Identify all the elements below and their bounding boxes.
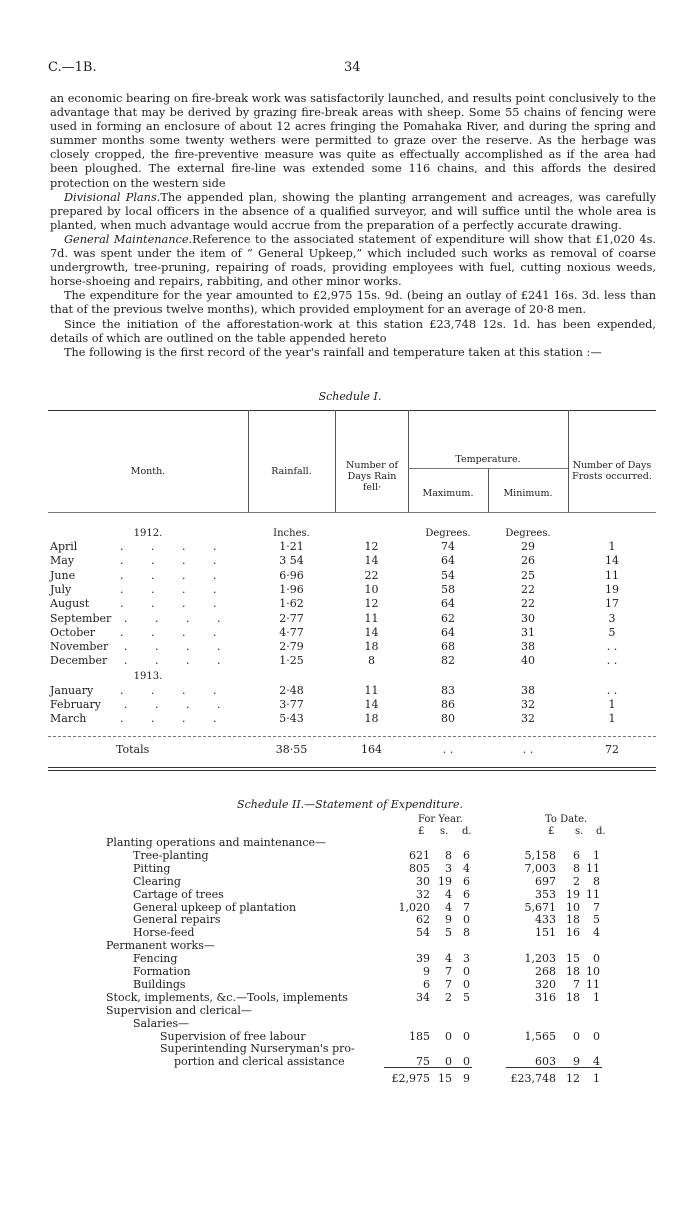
min-temp-cell: 25	[521, 568, 535, 582]
min-temp-cell: 31	[521, 625, 535, 639]
frost-days-cell: 17	[605, 597, 619, 611]
unit-label: Inches.	[273, 528, 310, 539]
expenditure-item: portion and clerical assistance	[174, 1055, 345, 1069]
year-shillings: 7	[445, 965, 452, 978]
date-pence: 8	[593, 874, 600, 888]
date-pounds: 1,203	[524, 952, 556, 966]
leader-dots: . . . .	[120, 568, 229, 582]
max-temp-cell: 54	[441, 568, 455, 582]
date-pounds: 5,158	[524, 848, 556, 862]
month-cell: March	[50, 712, 87, 726]
paragraph-heading: General Maintenance.	[64, 232, 193, 246]
total-date-shillings: 12	[566, 1072, 580, 1086]
schedule2-caption: Schedule II.—Statement of Expenditure.	[237, 798, 463, 811]
leader-dots: . . . .	[124, 611, 233, 625]
year-pounds: 30	[416, 874, 430, 888]
rainfall-cell: 1·25	[279, 654, 304, 668]
date-pence: 4	[593, 926, 600, 940]
table-rule	[48, 767, 656, 768]
frost-days-cell: 14	[605, 554, 619, 568]
min-temp-cell: 32	[521, 698, 535, 711]
year-pounds: 39	[416, 952, 430, 966]
month-cell: October	[50, 625, 96, 639]
date-shillings: 16	[566, 926, 580, 940]
rainfall-cell: 2·77	[279, 611, 304, 625]
total-rule	[506, 1067, 602, 1068]
min-temp-cell: 22	[521, 582, 535, 596]
rainfall-cell: 1·21	[279, 540, 304, 553]
expenditure-item: Permanent works—	[106, 939, 215, 953]
year-label: 1912.	[133, 528, 163, 539]
leader-dots: . . . .	[120, 712, 229, 726]
date-pence: 11	[586, 977, 600, 991]
to-date-header: To Date.	[545, 814, 588, 825]
lsd-header: d.	[596, 826, 606, 837]
year-pounds: 1,020	[398, 900, 430, 914]
year-pounds: 62	[416, 913, 430, 927]
year-pence: 6	[463, 887, 470, 901]
max-temp-cell: 62	[441, 611, 455, 625]
leader-dots: . . . .	[120, 683, 229, 697]
totals-label: Totals	[116, 743, 150, 756]
page-number: 34	[344, 60, 361, 75]
days-rain-cell: 18	[364, 640, 379, 654]
totals-max: . .	[442, 743, 454, 756]
total-year-pence: 9	[463, 1072, 470, 1086]
days-rain-cell: 12	[364, 597, 379, 611]
year-pence: 0	[463, 1055, 470, 1069]
unit-label: Degrees.	[505, 528, 551, 539]
table-rule	[48, 736, 656, 737]
date-pence: 1	[593, 848, 600, 862]
date-pence: 0	[593, 1029, 600, 1043]
expenditure-item: Horse-feed	[133, 926, 195, 940]
leader-dots: . . . .	[120, 625, 229, 639]
date-pounds: 5,671	[524, 900, 556, 914]
total-rule	[384, 1067, 472, 1068]
max-header: Maximum.	[422, 488, 474, 499]
date-pounds: 151	[535, 926, 556, 940]
min-temp-cell: 30	[521, 611, 535, 625]
date-pence: 5	[593, 913, 600, 927]
temperature-header: Temperature.	[455, 454, 521, 465]
max-temp-cell: 74	[441, 540, 455, 553]
rainfall-cell: 1·96	[279, 582, 304, 596]
frost-days-cell: . .	[606, 683, 618, 697]
schedule1-table	[48, 410, 656, 775]
table-row	[48, 640, 656, 654]
paragraph-heading: Divisional Plans.	[64, 190, 161, 204]
paragraph-text: The appended plan, showing the planting arrangement and acreages, was carefully prepared by local officers in the absence of a qualified surveyor, and will suffice until the whole area is planted, when much advantage would accrue from the preparation of a perfectly accurate drawing.	[50, 190, 656, 232]
lsd-header: d.	[462, 826, 472, 837]
max-temp-cell: 83	[441, 683, 455, 697]
year-label: 1913.	[133, 671, 163, 682]
paragraph: an economic bearing on fire-break work was satisfactorily launched, and results point conclusively to the advantage that may be derived by grazing fire-break areas with sheep. Some 55 chains of fencing were used in forming an enclosure of about 12 acres fringing the Pomahaka River, and during the spring and summer months some twenty wethers were permitted to graze over the reserve. As the herbage was closely cropped, the fire-preventive measure was quite as effectually accomplished as if the area had been ploughed. The external fire-line was extended some 116 chains, and this affords the desired protection on the western side	[50, 92, 656, 190]
table-row	[48, 654, 656, 668]
year-shillings: 3	[445, 861, 452, 875]
report-code: C.—1B.	[48, 60, 97, 75]
expenditure-item: Fencing	[133, 952, 178, 966]
expenditure-item: Stock, implements, &c.—Tools, implements	[106, 990, 348, 1004]
max-temp-cell: 64	[441, 554, 455, 568]
year-pounds: 34	[416, 990, 430, 1004]
rainfall-cell: 3 54	[279, 554, 304, 568]
min-temp-cell: 38	[521, 683, 535, 697]
expenditure-item: Supervision of free labour	[160, 1029, 306, 1043]
frost-days-cell: 5	[608, 625, 616, 639]
date-pounds: 433	[535, 913, 556, 927]
date-pence: 4	[593, 1055, 600, 1069]
table-row	[48, 684, 656, 698]
year-pence: 0	[463, 1029, 470, 1043]
lsd-header: £	[418, 826, 425, 837]
expenditure-item: Superintending Nurseryman's pro-	[160, 1042, 355, 1056]
month-cell: January	[50, 683, 94, 697]
paragraph	[50, 191, 656, 233]
days-rain-cell: 8	[368, 654, 375, 668]
days-rain-cell: 22	[364, 568, 379, 582]
month-header: Month.	[130, 466, 166, 477]
month-cell: May	[50, 554, 75, 568]
table-row	[48, 698, 656, 712]
leader-dots: . . . .	[124, 640, 233, 654]
rainfall-cell: 3·77	[279, 698, 304, 711]
min-temp-cell: 29	[521, 540, 535, 553]
table-row	[48, 612, 656, 626]
leader-dots: . . . .	[120, 554, 229, 568]
expenditure-item: Buildings	[133, 977, 186, 991]
year-pence: 4	[463, 861, 470, 875]
max-temp-cell: 68	[441, 640, 455, 654]
lsd-header: s.	[575, 826, 584, 837]
expenditure-item: Tree-planting	[133, 848, 209, 862]
leader-dots: . . . .	[120, 582, 229, 596]
max-temp-cell: 80	[441, 712, 455, 726]
expenditure-item: Cartage of trees	[133, 887, 224, 901]
days-rain-cell: 18	[364, 712, 379, 726]
date-pence: 7	[593, 900, 600, 914]
paragraph: The following is the first record of the year's rainfall and temperature taken at this station :—	[64, 345, 602, 359]
date-pence: 10	[586, 965, 600, 978]
frost-days-cell: 19	[605, 582, 619, 596]
total-year-pounds: £2,975	[391, 1072, 430, 1086]
table-row	[48, 583, 656, 597]
expenditure-item: General repairs	[133, 913, 221, 927]
max-temp-cell: 86	[441, 698, 455, 711]
frost-days-cell: 1	[608, 698, 616, 711]
body-text	[50, 92, 656, 360]
year-shillings: 4	[445, 952, 452, 966]
date-shillings: 7	[573, 977, 580, 991]
page-header	[0, 60, 700, 76]
rainfall-cell: 4·77	[279, 625, 304, 639]
frosts-header: Number of Days Frosts occurred.	[572, 460, 652, 482]
month-cell: September	[50, 611, 112, 625]
date-shillings: 2	[573, 874, 580, 888]
leader-dots: . . . .	[124, 698, 233, 711]
year-pence: 0	[463, 965, 470, 978]
expenditure-item: Salaries—	[133, 1016, 190, 1030]
table-row	[48, 626, 656, 640]
date-shillings: 18	[566, 990, 580, 1004]
table-rule	[48, 512, 656, 513]
min-temp-cell: 32	[521, 712, 535, 726]
date-shillings: 8	[573, 861, 580, 875]
date-pence: 11	[586, 861, 600, 875]
totals-min: . .	[522, 743, 534, 756]
date-pounds: 320	[535, 977, 556, 991]
year-shillings: 4	[445, 887, 452, 901]
year-shillings: 2	[445, 990, 452, 1004]
month-cell: November	[50, 640, 109, 654]
expenditure-item: Supervision and clerical—	[106, 1003, 252, 1017]
table-row	[48, 712, 656, 726]
year-pounds: 185	[409, 1029, 430, 1043]
date-pence: 0	[593, 952, 600, 966]
table-row	[48, 540, 656, 554]
date-pounds: 603	[535, 1055, 556, 1069]
table-rule	[48, 770, 656, 771]
year-shillings: 5	[445, 926, 452, 940]
totals-frosts: 72	[605, 743, 619, 756]
min-temp-cell: 22	[521, 597, 535, 611]
year-pence: 3	[463, 952, 470, 966]
month-cell: June	[50, 568, 76, 582]
days-rain-cell: 10	[364, 582, 379, 596]
leader-dots: . . . .	[120, 597, 229, 611]
rainfall-cell: 2·79	[279, 640, 304, 654]
max-temp-cell: 64	[441, 597, 455, 611]
year-pounds: 32	[416, 887, 430, 901]
date-pounds: 697	[535, 874, 556, 888]
table-row	[48, 569, 656, 583]
total-date-pounds: £23,748	[510, 1072, 556, 1086]
year-shillings: 0	[445, 1029, 452, 1043]
rainfall-cell: 5·43	[279, 712, 304, 726]
frost-days-cell: . .	[606, 654, 618, 668]
unit-label: Degrees.	[425, 528, 471, 539]
frost-days-cell: 11	[605, 568, 619, 582]
paragraph-text: Reference to the associated statement of expenditure will show that £1,020 4s. 7d. was spent under the item of “ General Upkeep,” which included such works as removal of coarse undergrowth, tree-pruning, repairing of roads, providing employees with fuel, cutting noxious weeds, horse-shoeing and repairs, rabbiting, and other minor works.	[50, 232, 656, 289]
total-year-shillings: 15	[438, 1072, 452, 1086]
year-pounds: 6	[423, 977, 430, 991]
lsd-header: s.	[440, 826, 449, 837]
rainfall-cell: 2·48	[279, 683, 304, 697]
date-shillings: 0	[573, 1029, 580, 1043]
month-cell: August	[50, 597, 90, 611]
month-cell: December	[50, 654, 108, 668]
expenditure-item: General upkeep of plantation	[133, 900, 297, 914]
table-row	[48, 597, 656, 611]
days-rain-cell: 14	[364, 554, 379, 568]
date-shillings: 19	[566, 887, 580, 901]
expenditure-item: Pitting	[133, 861, 171, 875]
year-pence: 6	[463, 874, 470, 888]
table-rule	[48, 410, 656, 411]
table-rule	[408, 468, 568, 469]
date-pounds: 7,003	[524, 861, 556, 875]
year-pounds: 54	[416, 926, 430, 940]
paragraph	[50, 233, 656, 289]
min-header: Minimum.	[503, 488, 553, 499]
expenditure-item: Planting operations and maintenance—	[106, 836, 326, 849]
year-pounds: 805	[409, 861, 430, 875]
paragraph: Since the initiation of the afforestation-work at this station £23,748 12s. 1d. has been expended, details of which are outlined on the table appended hereto	[50, 317, 656, 345]
year-pence: 0	[463, 977, 470, 991]
date-pence: 1	[593, 990, 600, 1004]
date-shillings: 6	[573, 848, 580, 862]
frost-days-cell: . .	[606, 640, 618, 654]
date-shillings: 10	[566, 900, 580, 914]
year-shillings: 8	[445, 848, 452, 862]
days-rain-cell: 11	[364, 611, 379, 625]
month-cell: July	[50, 582, 72, 596]
lsd-header: £	[548, 826, 555, 837]
min-temp-cell: 40	[521, 654, 535, 668]
rainfall-cell: 1·62	[279, 597, 304, 611]
table-row	[48, 554, 656, 568]
date-pounds: 316	[535, 990, 556, 1004]
column-rule	[248, 410, 249, 512]
totals-rainfall: 38·55	[275, 743, 308, 756]
schedule1-caption: Schedule I.	[318, 390, 382, 403]
date-pence: 11	[586, 887, 600, 901]
total-date-pence: 1	[593, 1072, 600, 1086]
column-rule	[335, 410, 336, 512]
frost-days-cell: 1	[608, 540, 616, 553]
year-shillings: 7	[445, 977, 452, 991]
totals-days: 164	[361, 743, 382, 756]
year-pence: 0	[463, 913, 470, 927]
expenditure-item: Formation	[133, 965, 191, 978]
frost-days-cell: 1	[608, 712, 616, 726]
days-rain-cell: 11	[364, 683, 379, 697]
month-cell: April	[50, 540, 78, 553]
month-cell: February	[50, 698, 101, 711]
max-temp-cell: 64	[441, 625, 455, 639]
year-shillings: 0	[445, 1055, 452, 1069]
days-rain-cell: 14	[364, 698, 379, 711]
days-rain-cell: 14	[364, 625, 379, 639]
date-pounds: 268	[535, 965, 556, 978]
frost-days-cell: 3	[608, 611, 616, 625]
min-temp-cell: 38	[521, 640, 535, 654]
expenditure-item: Clearing	[133, 874, 181, 888]
date-pounds: 1,565	[524, 1029, 556, 1043]
min-temp-cell: 26	[521, 554, 535, 568]
max-temp-cell: 82	[441, 654, 455, 668]
year-pounds: 621	[409, 848, 430, 862]
year-pence: 7	[463, 900, 470, 914]
days-rain-cell: 12	[364, 540, 379, 553]
date-pounds: 353	[535, 887, 556, 901]
year-pounds: 9	[423, 965, 430, 978]
year-pounds: 75	[416, 1055, 430, 1069]
days-rain-header: Number of Days Rain fell·	[346, 460, 398, 493]
max-temp-cell: 58	[441, 582, 455, 596]
date-shillings: 18	[566, 965, 580, 978]
year-shillings: 9	[445, 913, 452, 927]
for-year-header: For Year.	[418, 814, 463, 825]
year-pence: 6	[463, 848, 470, 862]
date-shillings: 9	[573, 1055, 580, 1069]
rainfall-header: Rainfall.	[271, 466, 312, 477]
date-shillings: 18	[566, 913, 580, 927]
year-shillings: 4	[445, 900, 452, 914]
paragraph: The expenditure for the year amounted to £2,975 15s. 9d. (being an outlay of £241 16s. 3d. less than that of the previous twelve months), which provided employment for an average of 20·8 men.	[50, 289, 656, 317]
rainfall-cell: 6·96	[279, 568, 304, 582]
leader-dots: . . . .	[124, 654, 233, 668]
leader-dots: . . . .	[120, 540, 229, 553]
schedule2-table	[0, 798, 700, 1118]
year-pence: 5	[463, 990, 470, 1004]
date-shillings: 15	[566, 952, 580, 966]
year-pence: 8	[463, 926, 470, 940]
year-shillings: 19	[438, 874, 452, 888]
